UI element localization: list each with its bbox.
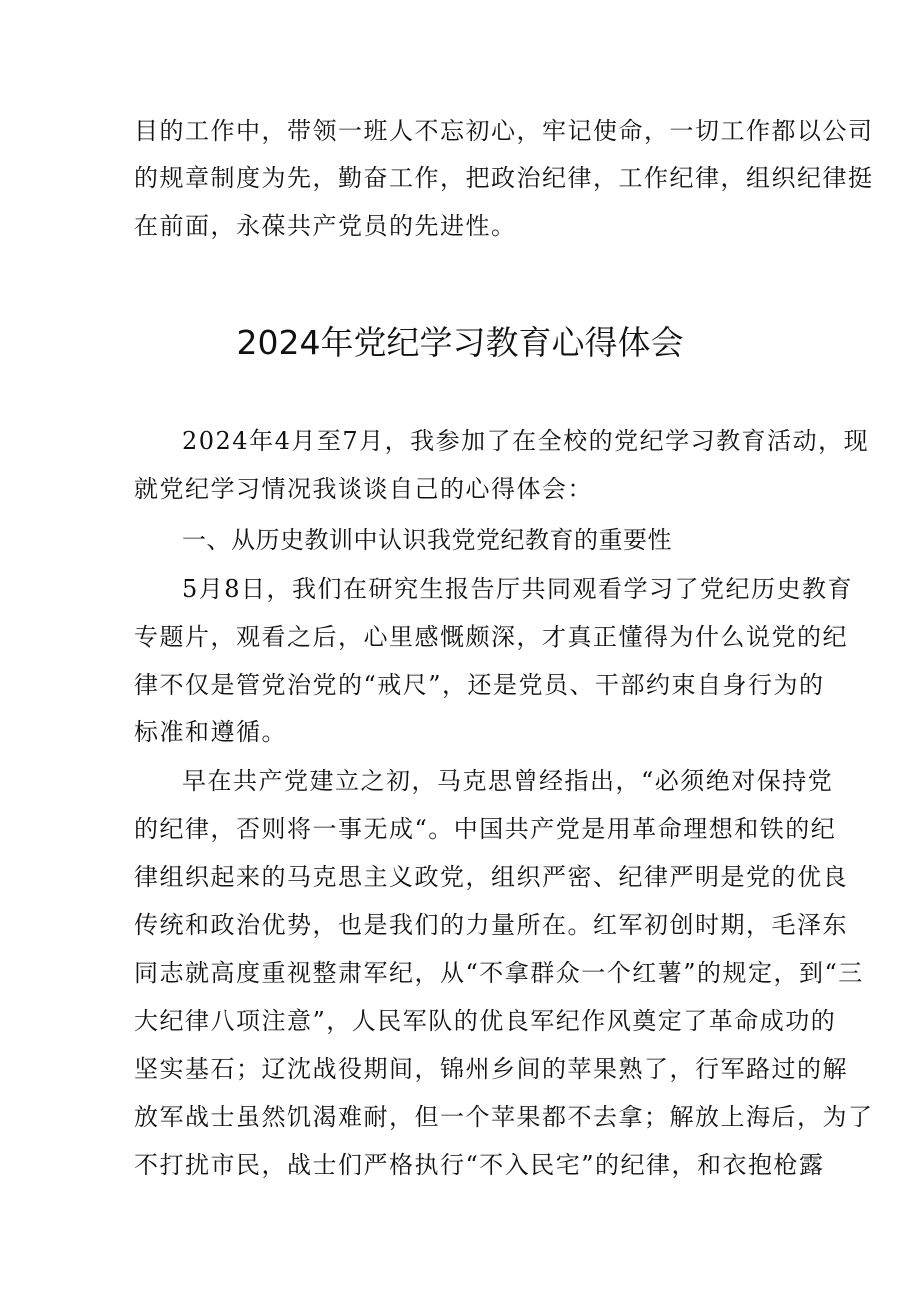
section-heading: 一、从历史教训中认识我党党纪教育的重要性 bbox=[182, 526, 672, 554]
document-title: 2024年党纪学习教育心得体会 bbox=[236, 323, 684, 362]
para3-line-6: 大纪律八项注意”，人民军队的优良军纪作风奠定了革命成功的 bbox=[134, 1007, 837, 1035]
para2-line-3: 律不仅是管党治党的“戒尺”，还是党员、干部约束自身行为的 bbox=[134, 671, 825, 699]
intro-line-1: 目的工作中，带领一班人不忘初心，牢记使命，一切工作都以公司 bbox=[134, 117, 874, 145]
para2-line-1: 5月8日，我们在研究生报告厅共同观看学习了党纪历史教育 bbox=[182, 575, 854, 603]
para1-line-1: 2024年4月至7月，我参加了在全校的党纪学习教育活动，现 bbox=[182, 427, 870, 455]
para3-line-2: 的纪律，否则将一事无成“。中国共产党是用革命理想和铁的纪 bbox=[134, 815, 837, 843]
para3-line-7: 坚实基石；辽沈战役期间，锦州乡间的苹果熟了，行军路过的解 bbox=[134, 1055, 848, 1083]
para3-line-9: 不打扰市民，战士们严格执行“不入民宅”的纪律，和衣抱枪露 bbox=[134, 1151, 825, 1179]
intro-line-3: 在前面，永葆共产党员的先进性。 bbox=[134, 212, 517, 240]
para3-line-4: 传统和政治优势，也是我们的力量所在。红军初创时期，毛泽东 bbox=[134, 911, 848, 939]
para3-line-3: 律组织起来的马克思主义政党，组织严密、纪律严明是党的优良 bbox=[134, 863, 848, 891]
para3-line-5: 同志就高度重视整肃军纪，从“不拿群众一个红薯”的规定，到“三 bbox=[134, 959, 864, 987]
intro-line-2: 的规章制度为先，勤奋工作，把政治纪律，工作纪律，组织纪律挺 bbox=[134, 164, 874, 192]
para3-line-1: 早在共产党建立之初，马克思曾经指出，“必须绝对保持党 bbox=[182, 767, 834, 795]
para1-line-2: 就党纪学习情况我谈谈自己的心得体会： bbox=[134, 475, 593, 503]
para2-line-2: 专题片，观看之后，心里感慨颇深，才真正懂得为什么说党的纪 bbox=[134, 623, 848, 651]
para2-line-4: 标准和遵循。 bbox=[134, 718, 287, 746]
para3-line-8: 放军战士虽然饥渴难耐，但一个苹果都不去拿；解放上海后，为了 bbox=[134, 1103, 874, 1131]
